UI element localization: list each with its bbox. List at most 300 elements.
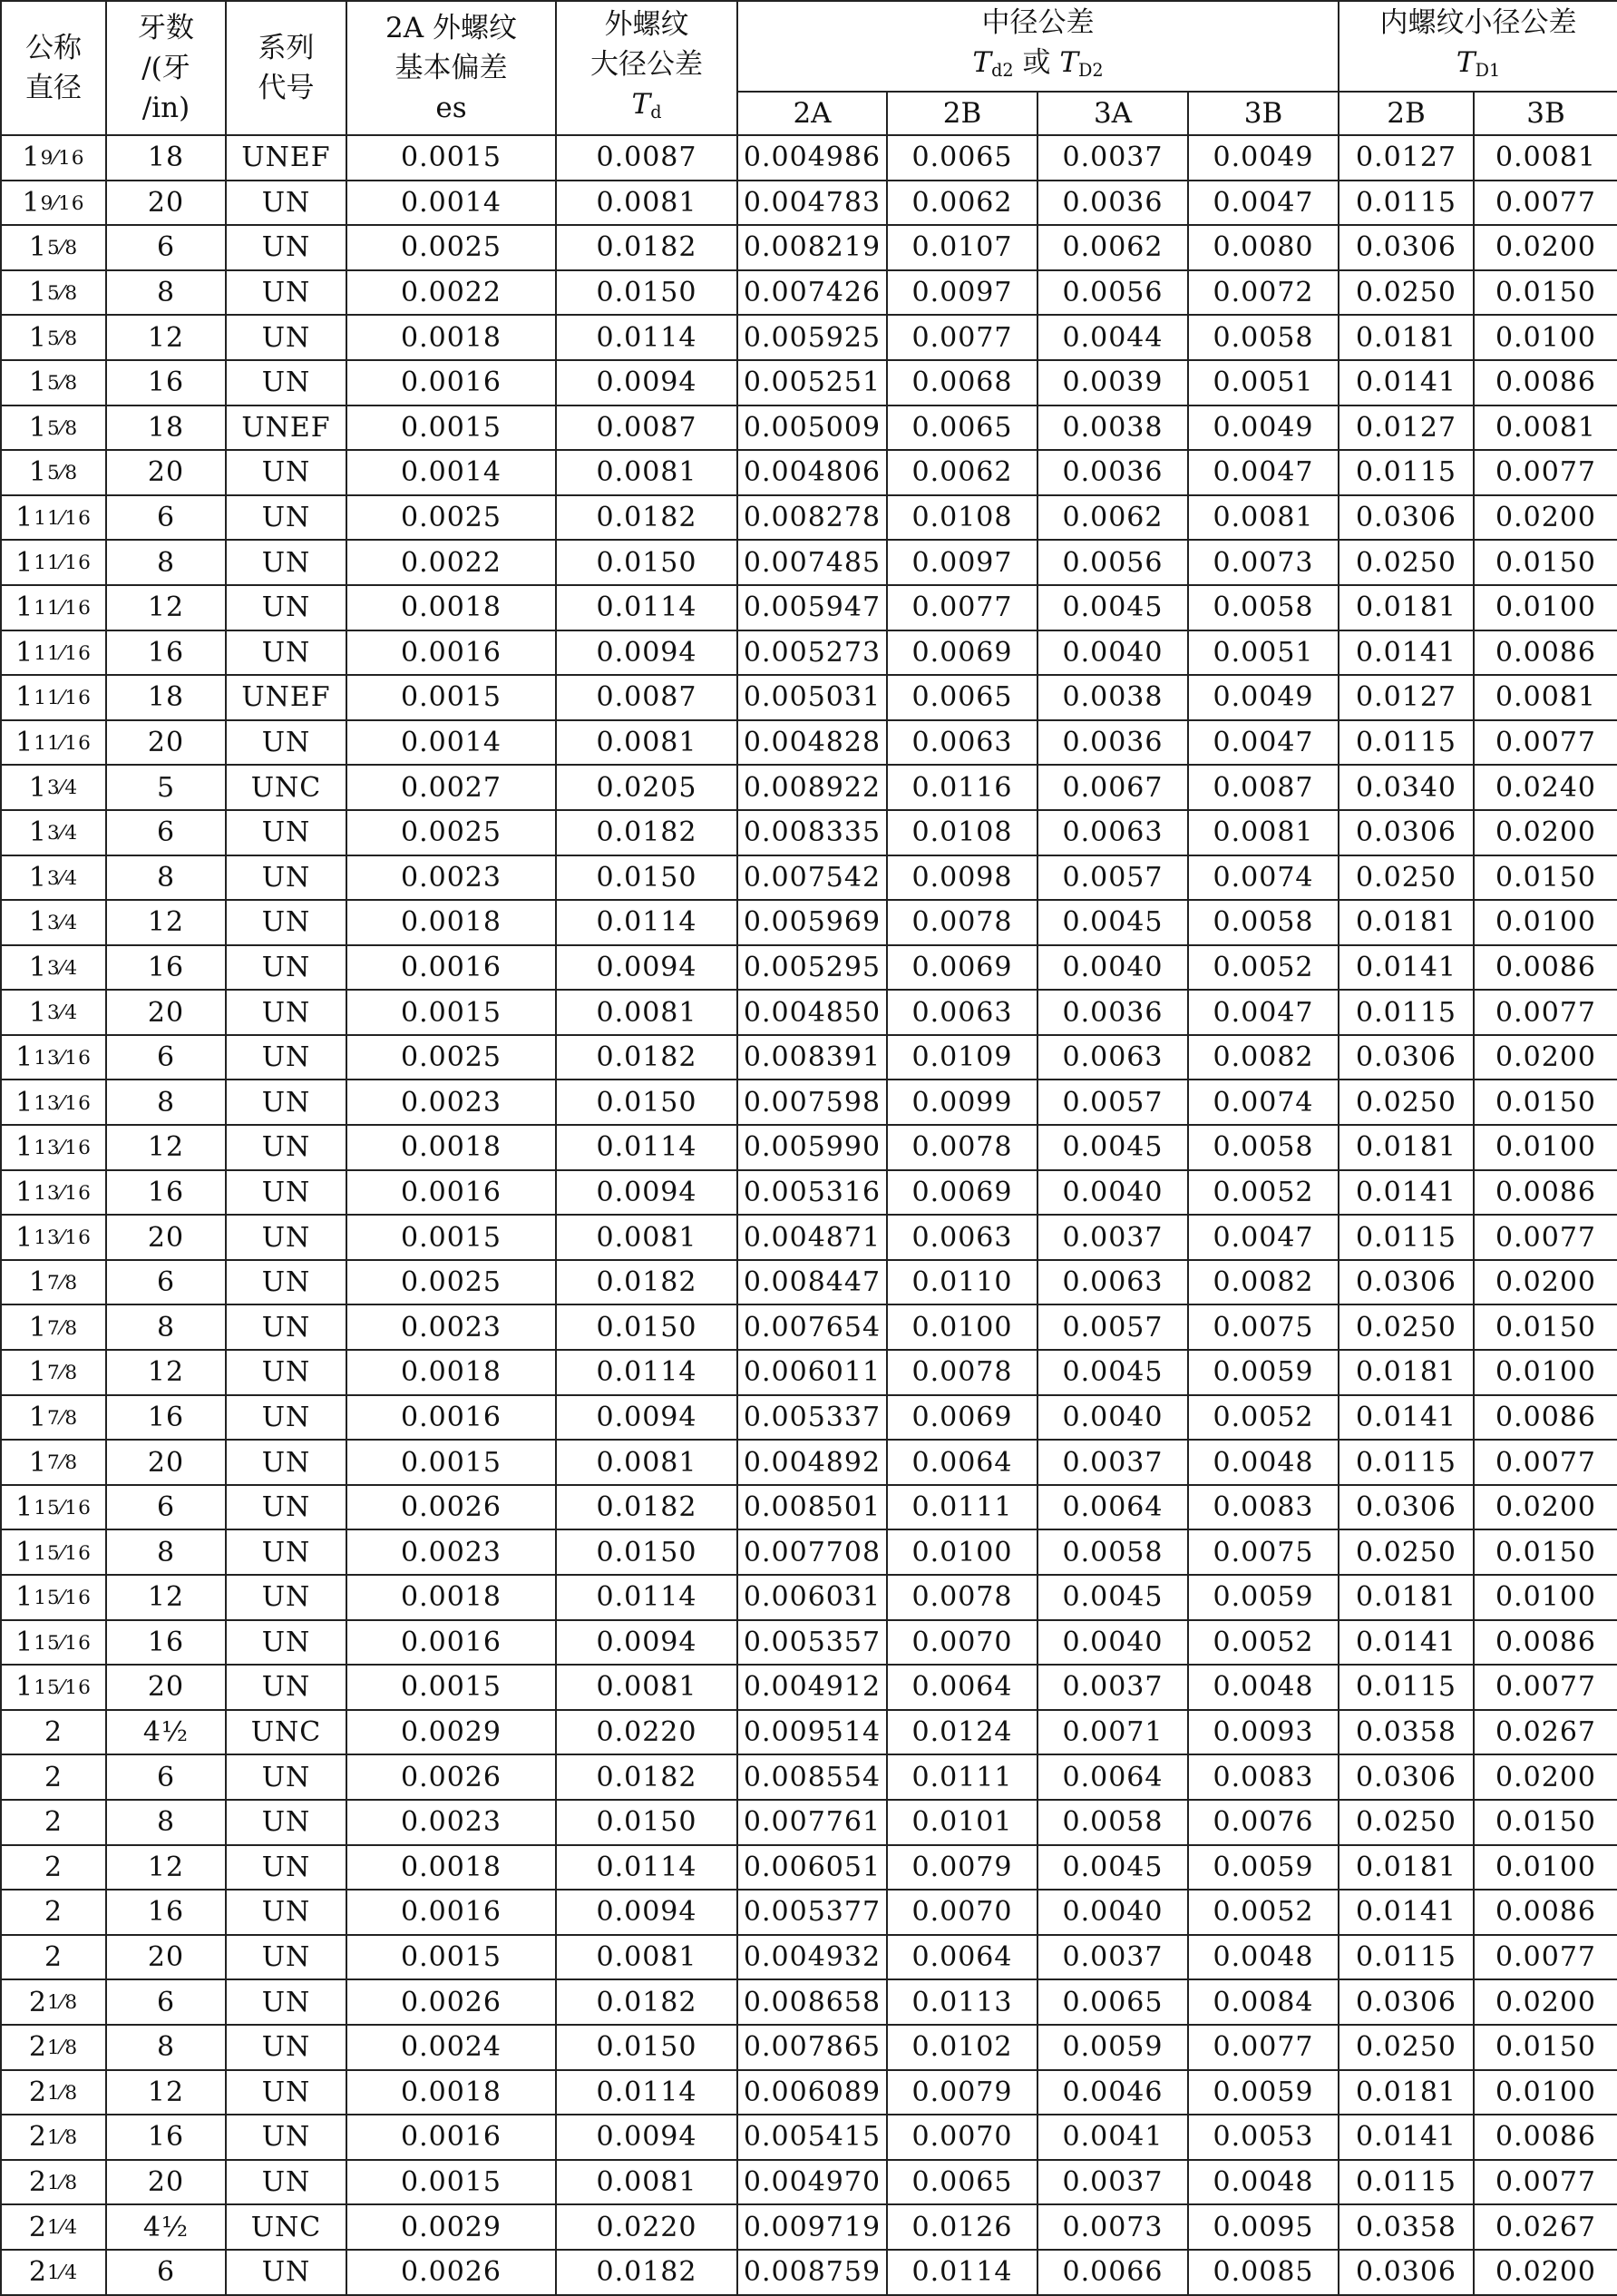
series-cell: UN [226, 900, 346, 945]
td-cell: 0.0081 [556, 1215, 737, 1260]
es-cell: 0.0015 [346, 405, 556, 451]
nominal-diameter-cell: 19⁄16 [1, 181, 106, 226]
nominal-diameter-cell: 13⁄4 [1, 765, 106, 810]
td-cell: 0.0182 [556, 1754, 737, 1800]
series-cell: UN [226, 720, 346, 766]
td2-3b-cell: 0.0082 [1188, 1035, 1339, 1080]
td2-2b-cell: 0.0124 [887, 1710, 1037, 1755]
td1-3b-cell: 0.0077 [1474, 181, 1617, 226]
td2-3b-cell: 0.0052 [1188, 1395, 1339, 1441]
td2-2a-cell: 0.004912 [737, 1665, 887, 1710]
td1-2b-cell: 0.0115 [1339, 181, 1474, 226]
nominal-diameter-cell: 2 [1, 1935, 106, 1980]
series-cell: UN [226, 1890, 346, 1935]
td2-2b-cell: 0.0098 [887, 855, 1037, 901]
td1-2b-cell: 0.0181 [1339, 1575, 1474, 1620]
td1-2b-cell: 0.0141 [1339, 1170, 1474, 1216]
tpi-cell: 20 [106, 1935, 226, 1980]
es-cell: 0.0016 [346, 945, 556, 991]
table-body [1, 135, 1617, 2295]
td2-3a-cell: 0.0045 [1037, 900, 1188, 945]
tpi-cell: 8 [106, 1080, 226, 1125]
td-cell: 0.0094 [556, 1620, 737, 1666]
td2-2a-cell: 0.008554 [737, 1754, 887, 1800]
td1-3b-cell: 0.0150 [1474, 1800, 1617, 1845]
es-cell: 0.0023 [346, 1304, 556, 1350]
td2-2b-cell: 0.0070 [887, 1620, 1037, 1666]
nominal-diameter-cell: 115⁄16 [1, 1620, 106, 1666]
table-row [1, 1935, 1617, 1980]
es-cell: 0.0016 [346, 1395, 556, 1441]
nominal-diameter-cell: 13⁄4 [1, 810, 106, 855]
td2-2a-cell: 0.008391 [737, 1035, 887, 1080]
series-cell: UN [226, 630, 346, 676]
tpi-cell: 12 [106, 585, 226, 630]
td1-2b-cell: 0.0181 [1339, 585, 1474, 630]
td-cell: 0.0114 [556, 585, 737, 630]
td2-2a-cell: 0.008335 [737, 810, 887, 855]
td-cell: 0.0114 [556, 1125, 737, 1170]
nominal-diameter-cell: 115⁄16 [1, 1529, 106, 1575]
td2-2a-cell: 0.006089 [737, 2070, 887, 2115]
td2-3a-cell: 0.0044 [1037, 315, 1188, 360]
tpi-cell: 12 [106, 1350, 226, 1395]
td2-3b-cell: 0.0048 [1188, 1440, 1339, 1485]
td2-3a-cell: 0.0045 [1037, 1845, 1188, 1891]
td2-3b-cell: 0.0047 [1188, 1215, 1339, 1260]
table-row [1, 2025, 1617, 2070]
series-cell: UN [226, 1080, 346, 1125]
td1-3b-cell: 0.0150 [1474, 270, 1617, 316]
tpi-cell: 16 [106, 945, 226, 991]
es-cell: 0.0025 [346, 225, 556, 270]
series-cell: UN [226, 585, 346, 630]
td2-2b-cell: 0.0077 [887, 585, 1037, 630]
es-cell: 0.0022 [346, 540, 556, 585]
td2-3a-cell: 0.0071 [1037, 1710, 1188, 1755]
tpi-cell: 18 [106, 135, 226, 181]
table-row [1, 810, 1617, 855]
td1-2b-cell: 0.0250 [1339, 540, 1474, 585]
td2-2b-cell: 0.0068 [887, 360, 1037, 405]
td2-3b-cell: 0.0073 [1188, 540, 1339, 585]
td2-3b-cell: 0.0058 [1188, 1125, 1339, 1170]
td2-3a-cell: 0.0063 [1037, 1035, 1188, 1080]
nominal-diameter-cell: 17⁄8 [1, 1350, 106, 1395]
td2-2a-cell: 0.004871 [737, 1215, 887, 1260]
td2-2b-cell: 0.0078 [887, 1575, 1037, 1620]
td-cell: 0.0220 [556, 1710, 737, 1755]
table-row [1, 1710, 1617, 1755]
td2-2a-cell: 0.008501 [737, 1485, 887, 1530]
td2-2b-cell: 0.0063 [887, 1215, 1037, 1260]
td1-3b-cell: 0.0200 [1474, 1754, 1617, 1800]
td2-3b-cell: 0.0048 [1188, 2160, 1339, 2205]
td-cell: 0.0114 [556, 1350, 737, 1395]
table-row [1, 135, 1617, 181]
td1-2b-cell: 0.0141 [1339, 1620, 1474, 1666]
td-cell: 0.0081 [556, 1440, 737, 1485]
td2-3a-cell: 0.0063 [1037, 810, 1188, 855]
td2-2a-cell: 0.004986 [737, 135, 887, 181]
td2-2a-cell: 0.005273 [737, 630, 887, 676]
td2-3b-cell: 0.0049 [1188, 675, 1339, 720]
td2-2a-cell: 0.007654 [737, 1304, 887, 1350]
es-cell: 0.0014 [346, 720, 556, 766]
td1-2b-cell: 0.0306 [1339, 1979, 1474, 2025]
td2-3a-cell: 0.0036 [1037, 720, 1188, 766]
td2-3a-cell: 0.0058 [1037, 1529, 1188, 1575]
td2-3a-cell: 0.0073 [1037, 2204, 1188, 2250]
nominal-diameter-cell: 113⁄16 [1, 1170, 106, 1216]
nominal-diameter-cell: 113⁄16 [1, 1035, 106, 1080]
td2-2a-cell: 0.005009 [737, 405, 887, 451]
es-cell: 0.0026 [346, 1979, 556, 2025]
td2-2a-cell: 0.007598 [737, 1080, 887, 1125]
td1-2b-cell: 0.0115 [1339, 450, 1474, 495]
nominal-diameter-cell: 21⁄8 [1, 1979, 106, 2025]
nominal-diameter-cell: 115⁄16 [1, 1665, 106, 1710]
td2-3a-cell: 0.0056 [1037, 540, 1188, 585]
es-cell: 0.0015 [346, 1440, 556, 1485]
td1-3b-cell: 0.0077 [1474, 2160, 1617, 2205]
series-cell: UNC [226, 765, 346, 810]
td2-2a-cell: 0.005295 [737, 945, 887, 991]
es-cell: 0.0027 [346, 765, 556, 810]
es-cell: 0.0025 [346, 810, 556, 855]
series-cell: UN [226, 1665, 346, 1710]
td2-3b-cell: 0.0076 [1188, 1800, 1339, 1845]
td1-2b-cell: 0.0250 [1339, 1080, 1474, 1125]
td2-2a-cell: 0.007708 [737, 1529, 887, 1575]
series-cell: UN [226, 1575, 346, 1620]
nominal-diameter-cell: 113⁄16 [1, 1125, 106, 1170]
td2-2b-cell: 0.0101 [887, 1800, 1037, 1845]
td2-3b-cell: 0.0075 [1188, 1529, 1339, 1575]
table-row [1, 1979, 1617, 2025]
td1-3b-cell: 0.0086 [1474, 945, 1617, 991]
td1-3b-cell: 0.0150 [1474, 1080, 1617, 1125]
td2-3b-cell: 0.0052 [1188, 1620, 1339, 1666]
td2-2a-cell: 0.004892 [737, 1440, 887, 1485]
td1-2b-cell: 0.0141 [1339, 2115, 1474, 2160]
td2-3b-cell: 0.0058 [1188, 900, 1339, 945]
td2-3b-cell: 0.0093 [1188, 1710, 1339, 1755]
td1-2b-cell: 0.0127 [1339, 135, 1474, 181]
td2-2a-cell: 0.007761 [737, 1800, 887, 1845]
es-cell: 0.0015 [346, 675, 556, 720]
series-cell: UN [226, 1395, 346, 1441]
td2-2a-cell: 0.008759 [737, 2250, 887, 2295]
tpi-cell: 6 [106, 1979, 226, 2025]
td2-2a-cell: 0.008219 [737, 225, 887, 270]
es-cell: 0.0014 [346, 450, 556, 495]
tpi-cell: 12 [106, 315, 226, 360]
td2-2b-cell: 0.0065 [887, 2160, 1037, 2205]
td-cell: 0.0094 [556, 630, 737, 676]
tpi-cell: 16 [106, 1395, 226, 1441]
table-row [1, 675, 1617, 720]
td2-2b-cell: 0.0108 [887, 810, 1037, 855]
tpi-cell: 8 [106, 540, 226, 585]
td2-3b-cell: 0.0058 [1188, 585, 1339, 630]
td1-2b-cell: 0.0181 [1339, 1845, 1474, 1891]
td2-3a-cell: 0.0040 [1037, 1620, 1188, 1666]
td1-2b-cell: 0.0115 [1339, 720, 1474, 766]
es-cell: 0.0016 [346, 1890, 556, 1935]
td2-2a-cell: 0.004970 [737, 2160, 887, 2205]
td2-3a-cell: 0.0038 [1037, 675, 1188, 720]
td1-3b-cell: 0.0086 [1474, 630, 1617, 676]
td1-3b-cell: 0.0150 [1474, 540, 1617, 585]
nominal-diameter-cell: 21⁄8 [1, 2115, 106, 2160]
td1-3b-cell: 0.0100 [1474, 1845, 1617, 1891]
td2-3b-cell: 0.0052 [1188, 945, 1339, 991]
td1-3b-cell: 0.0100 [1474, 900, 1617, 945]
td2-3b-cell: 0.0052 [1188, 1890, 1339, 1935]
table-row [1, 1800, 1617, 1845]
td2-3a-cell: 0.0037 [1037, 1935, 1188, 1980]
tpi-cell: 12 [106, 1125, 226, 1170]
nominal-diameter-header: 公称 直径 [1, 1, 106, 135]
tpi-cell: 8 [106, 1800, 226, 1845]
threads-per-inch-header: 牙数 /(牙 /in) [106, 1, 226, 135]
td1-2b-cell: 0.0181 [1339, 315, 1474, 360]
td-cell: 0.0114 [556, 1575, 737, 1620]
td2-3b-cell: 0.0047 [1188, 990, 1339, 1035]
td2-3a-cell: 0.0045 [1037, 1350, 1188, 1395]
es-cell: 0.0026 [346, 1754, 556, 1800]
nominal-diameter-cell: 21⁄4 [1, 2204, 106, 2250]
tpi-cell: 8 [106, 1529, 226, 1575]
tpi-cell: 6 [106, 2250, 226, 2295]
td-cell: 0.0081 [556, 450, 737, 495]
td2-3b-cell: 0.0077 [1188, 2025, 1339, 2070]
td2-2a-cell: 0.005377 [737, 1890, 887, 1935]
td2-2a-cell: 0.008658 [737, 1979, 887, 2025]
tpi-cell: 6 [106, 225, 226, 270]
series-cell: UN [226, 1845, 346, 1891]
table-row [1, 1035, 1617, 1080]
table-row [1, 1170, 1617, 1216]
td2-3a-cell: 0.0039 [1037, 360, 1188, 405]
table-row [1, 495, 1617, 541]
tpi-cell: 4½ [106, 2204, 226, 2250]
series-cell: UN [226, 1979, 346, 2025]
td2-3b-cell: 0.0080 [1188, 225, 1339, 270]
table-row [1, 540, 1617, 585]
td2-3b-cell: 0.0047 [1188, 181, 1339, 226]
series-cell: UN [226, 2025, 346, 2070]
nominal-diameter-cell: 21⁄8 [1, 2070, 106, 2115]
nominal-diameter-cell: 111⁄16 [1, 495, 106, 541]
es-cell: 0.0024 [346, 2025, 556, 2070]
tpi-cell: 6 [106, 1754, 226, 1800]
td2-2b-cell: 0.0111 [887, 1485, 1037, 1530]
tpi-cell: 20 [106, 720, 226, 766]
td2-3a-cell: 0.0066 [1037, 2250, 1188, 2295]
table-row [1, 1125, 1617, 1170]
td-cell: 0.0081 [556, 181, 737, 226]
td-cell: 0.0150 [556, 540, 737, 585]
td2-3b-cell: 0.0083 [1188, 1754, 1339, 1800]
series-cell: UN [226, 225, 346, 270]
td1-2b-cell: 0.0115 [1339, 990, 1474, 1035]
td-cell: 0.0094 [556, 1395, 737, 1441]
tpi-cell: 8 [106, 1304, 226, 1350]
es-cell: 0.0015 [346, 2160, 556, 2205]
td2-2a-cell: 0.007426 [737, 270, 887, 316]
series-cell: UNC [226, 2204, 346, 2250]
series-cell: UN [226, 540, 346, 585]
td1-3b-cell: 0.0086 [1474, 1395, 1617, 1441]
td2-3a-cell: 0.0065 [1037, 1979, 1188, 2025]
td2-3b-cell: 0.0075 [1188, 1304, 1339, 1350]
td2-3b-cell: 0.0048 [1188, 1935, 1339, 1980]
td2-3a-cell: 0.0037 [1037, 1440, 1188, 1485]
td2-2b-cell: 0.0069 [887, 1395, 1037, 1441]
tpi-cell: 6 [106, 1035, 226, 1080]
tpi-cell: 18 [106, 405, 226, 451]
td-cell: 0.0150 [556, 1304, 737, 1350]
td2-3a-cell: 0.0038 [1037, 405, 1188, 451]
td2-3b-cell: 0.0085 [1188, 2250, 1339, 2295]
td1-2b-cell: 0.0250 [1339, 1529, 1474, 1575]
tpi-cell: 16 [106, 1890, 226, 1935]
table-row [1, 720, 1617, 766]
td2-3a-cell: 0.0059 [1037, 2025, 1188, 2070]
series-cell: UN [226, 1350, 346, 1395]
td2-2a-cell: 0.007865 [737, 2025, 887, 2070]
td2-3b-cell: 0.0084 [1188, 1979, 1339, 2025]
tpi-cell: 8 [106, 2025, 226, 2070]
td2-3a-cell: 0.0045 [1037, 1575, 1188, 1620]
td-cell: 0.0182 [556, 1979, 737, 2025]
td1-3b-cell: 0.0267 [1474, 2204, 1617, 2250]
td2-2a-cell: 0.005251 [737, 360, 887, 405]
series-cell: UN [226, 990, 346, 1035]
pitch-class-header: 3A [1037, 92, 1188, 135]
nominal-diameter-cell: 17⁄8 [1, 1395, 106, 1441]
td1-2b-cell: 0.0250 [1339, 2025, 1474, 2070]
nominal-diameter-cell: 2 [1, 1890, 106, 1935]
tpi-cell: 16 [106, 1620, 226, 1666]
nominal-diameter-cell: 21⁄8 [1, 2160, 106, 2205]
td2-3b-cell: 0.0087 [1188, 765, 1339, 810]
td2-2b-cell: 0.0064 [887, 1440, 1037, 1485]
table-row [1, 1215, 1617, 1260]
td1-2b-cell: 0.0340 [1339, 765, 1474, 810]
td2-2a-cell: 0.006011 [737, 1350, 887, 1395]
td-cell: 0.0114 [556, 1845, 737, 1891]
table-row [1, 2204, 1617, 2250]
td-cell: 0.0081 [556, 720, 737, 766]
nominal-diameter-cell: 13⁄4 [1, 855, 106, 901]
nominal-diameter-cell: 115⁄16 [1, 1485, 106, 1530]
td2-3a-cell: 0.0040 [1037, 1890, 1188, 1935]
td2-2b-cell: 0.0097 [887, 540, 1037, 585]
table-row [1, 1485, 1617, 1530]
es-cell: 0.0018 [346, 2070, 556, 2115]
td2-3a-cell: 0.0062 [1037, 225, 1188, 270]
nominal-diameter-cell: 111⁄16 [1, 540, 106, 585]
td-cell: 0.0220 [556, 2204, 737, 2250]
td1-3b-cell: 0.0200 [1474, 495, 1617, 541]
td2-2a-cell: 0.005947 [737, 585, 887, 630]
td2-2a-cell: 0.008922 [737, 765, 887, 810]
td2-3b-cell: 0.0059 [1188, 2070, 1339, 2115]
series-cell: UN [226, 810, 346, 855]
es-cell: 0.0016 [346, 2115, 556, 2160]
es-cell: 0.0015 [346, 990, 556, 1035]
pitch-class-header: 2B [887, 92, 1037, 135]
table-row [1, 1575, 1617, 1620]
es-cell: 0.0018 [346, 585, 556, 630]
series-cell: UN [226, 1800, 346, 1845]
td1-2b-cell: 0.0115 [1339, 1935, 1474, 1980]
td2-3b-cell: 0.0083 [1188, 1485, 1339, 1530]
td1-3b-cell: 0.0086 [1474, 1890, 1617, 1935]
td2-2b-cell: 0.0064 [887, 1665, 1037, 1710]
td1-3b-cell: 0.0077 [1474, 1440, 1617, 1485]
td1-3b-cell: 0.0267 [1474, 1710, 1617, 1755]
td2-2b-cell: 0.0065 [887, 135, 1037, 181]
td1-3b-cell: 0.0077 [1474, 720, 1617, 766]
tpi-cell: 12 [106, 1845, 226, 1891]
series-cell: UNEF [226, 135, 346, 181]
es-cell: 0.0025 [346, 1035, 556, 1080]
td2-2b-cell: 0.0070 [887, 1890, 1037, 1935]
es-cell: 0.0016 [346, 1620, 556, 1666]
table-row [1, 630, 1617, 676]
nominal-diameter-cell: 13⁄4 [1, 900, 106, 945]
td-cell: 0.0087 [556, 405, 737, 451]
td1-2b-cell: 0.0115 [1339, 1215, 1474, 1260]
td1-3b-cell: 0.0077 [1474, 1935, 1617, 1980]
table-row [1, 1754, 1617, 1800]
tpi-cell: 6 [106, 495, 226, 541]
td1-2b-cell: 0.0181 [1339, 1125, 1474, 1170]
table-row [1, 1440, 1617, 1485]
series-cell: UN [226, 855, 346, 901]
series-cell: UN [226, 1485, 346, 1530]
td2-3a-cell: 0.0046 [1037, 2070, 1188, 2115]
td-cell: 0.0081 [556, 1935, 737, 1980]
td2-2a-cell: 0.007542 [737, 855, 887, 901]
td1-3b-cell: 0.0200 [1474, 810, 1617, 855]
nominal-diameter-cell: 113⁄16 [1, 1080, 106, 1125]
td2-2b-cell: 0.0063 [887, 720, 1037, 766]
td1-3b-cell: 0.0081 [1474, 675, 1617, 720]
table-row [1, 1620, 1617, 1666]
td1-3b-cell: 0.0100 [1474, 315, 1617, 360]
nominal-diameter-cell: 21⁄4 [1, 2250, 106, 2295]
table-row [1, 1350, 1617, 1395]
td-cell: 0.0114 [556, 900, 737, 945]
tpi-cell: 20 [106, 2160, 226, 2205]
td2-3b-cell: 0.0074 [1188, 1080, 1339, 1125]
td1-3b-cell: 0.0077 [1474, 1215, 1617, 1260]
es-cell: 0.0023 [346, 1529, 556, 1575]
table-row [1, 225, 1617, 270]
td2-3a-cell: 0.0037 [1037, 1665, 1188, 1710]
td2-2b-cell: 0.0100 [887, 1304, 1037, 1350]
td2-3b-cell: 0.0053 [1188, 2115, 1339, 2160]
td2-2b-cell: 0.0079 [887, 2070, 1037, 2115]
td2-2b-cell: 0.0077 [887, 315, 1037, 360]
nominal-diameter-cell: 15⁄8 [1, 450, 106, 495]
td1-3b-cell: 0.0086 [1474, 360, 1617, 405]
